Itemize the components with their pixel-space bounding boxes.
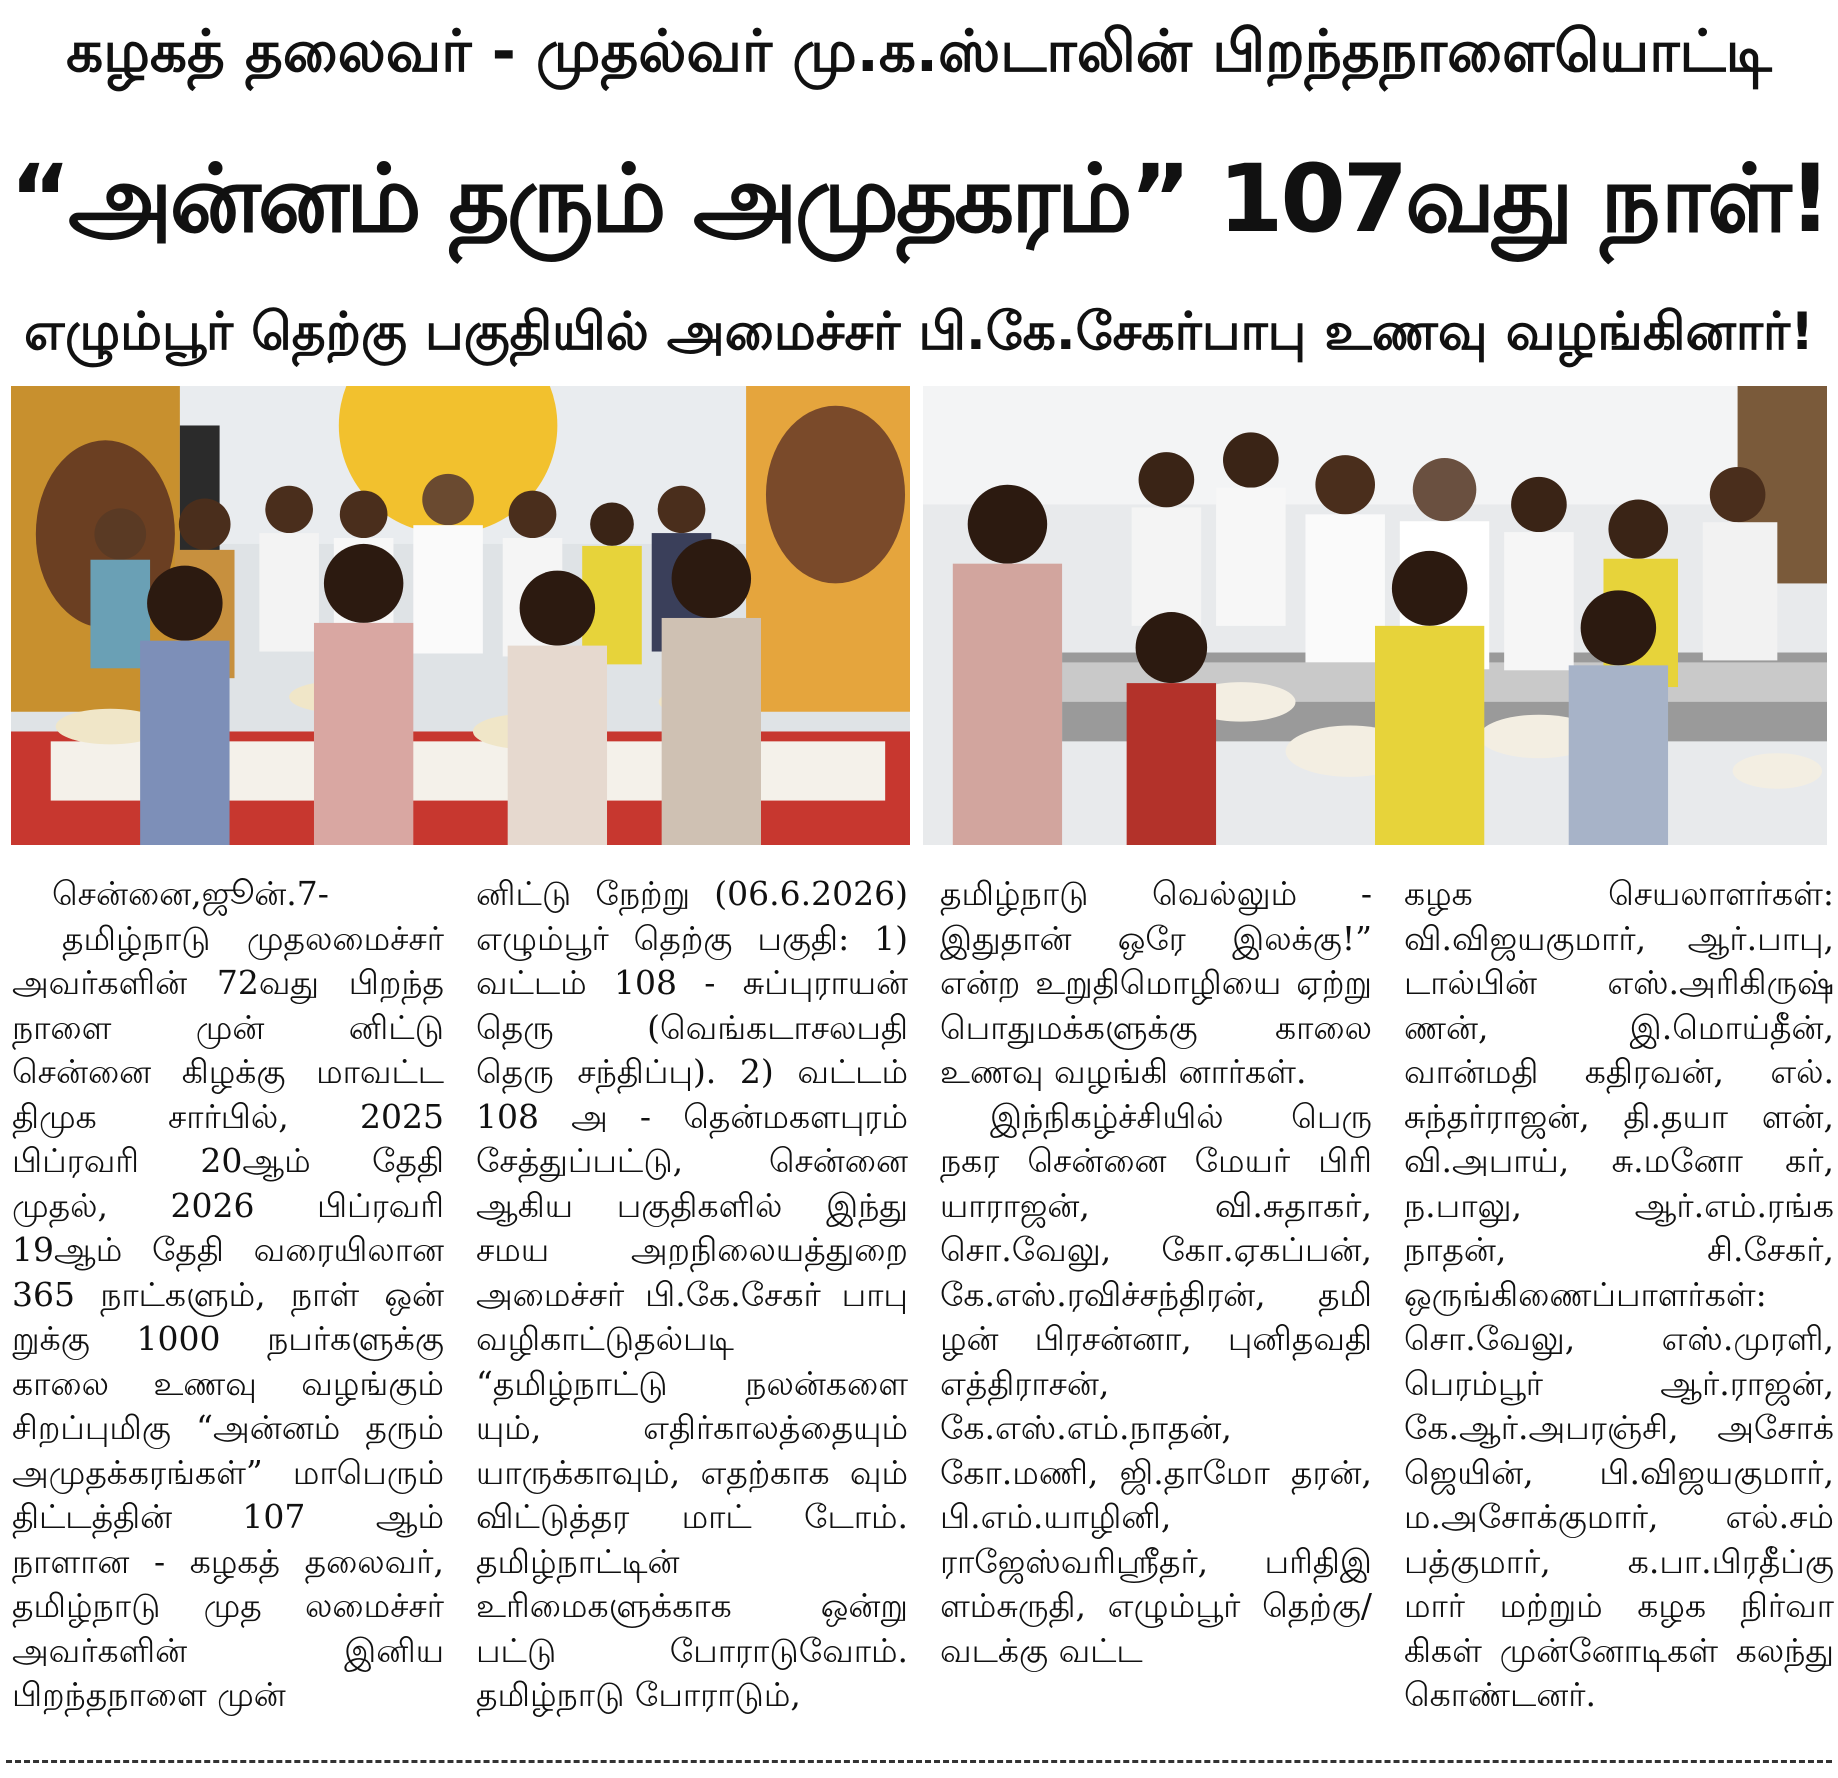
subheadline: எழும்பூர் தெற்கு பகுதியில் அமைச்சர் பி.கே.சேகர்பாபு உணவு வழங்கினார்! bbox=[24, 302, 1814, 362]
article-column-2-text: னிட்டு நேற்று (06.6.2026) எழும்பூர் தெற்கு பகுதி: 1) வட்டம் 108 - சுப்புராயன் தெரு (வெங்கடாசலபதி தெரு சந்திப்பு). 2) வட்டம் 108 அ - தென்மகளபுரம் சேத்துப்பட்டு, சென்னை ஆகிய பகுதிகளில் இந்து சமய அறநிலையத்துறை அமைச்சர் பி.கே.சேகர் பாபு வழிகாட்டுதல்படி “தமிழ்நாட்டு நலன்களை யும், எதிர்காலத்தையும் யாருக்காவும், எதற்காக வும் விட்டுத்தர மாட் டோம். தமிழ்நாட்டின் உரிமைகளுக்காக ஒன்று பட்டு போராடுவோம். தமிழ்நாடு போராடும், bbox=[476, 874, 908, 1714]
article-column-3-text-1: தமிழ்நாடு வெல்லும் - இதுதான் ஒரே இலக்கு!” என்ற உறுதிமொழியை ஏற்று பொதுமக்களுக்கு காலை உணவு வழங்கி னார்கள். bbox=[940, 874, 1372, 1091]
article-column-3 bbox=[940, 872, 1372, 1732]
article-column-1 bbox=[12, 872, 444, 1732]
photo-right-illustration bbox=[923, 386, 1827, 845]
kicker-line: கழகத் தலைவர் - முதல்வர் மு.க.ஸ்டாலின் பிறந்தநாளையொட்டி bbox=[66, 17, 1772, 85]
bottom-dashed-divider bbox=[6, 1760, 1832, 1763]
photo-right-food-distribution bbox=[920, 383, 1830, 848]
headline: “அன்னம் தரும் அமுதகரம்” 107வது நாள்! bbox=[9, 145, 1829, 254]
article-column-4 bbox=[1404, 872, 1834, 1732]
article-dateline: சென்னை,ஜூன்.7- bbox=[52, 874, 329, 913]
photo-left-food-distribution bbox=[8, 383, 913, 848]
article-column-3-text-2: இந்நிகழ்ச்சியில் பெரு நகர சென்னை மேயர் பிரி யாராஜன், வி.சுதாகர், சொ.வேலு, கோ.ஏகப்பன், கே.எஸ்.ரவிச்சந்திரன், தமி ழன் பிரசன்னா, புனிதவதி எத்திராசன், கே.எஸ்.எம்.நாதன், கோ.மணி, ஜி.தாமோ தரன், பி.எம்.யாழினி, ராஜேஸ்வரிஸ்ரீதர், பரிதிஇ ளம்சுருதி, எழும்பூர் தெற்கு/வடக்கு வட்ட bbox=[940, 1096, 1372, 1670]
article-column-2 bbox=[476, 872, 908, 1732]
article-column-4-text: கழக செயலாளர்கள்: வி.விஜயகுமார், ஆர்.பாபு, டால்பின் எஸ்.அரிகிருஷ் ணன், இ.மொய்தீன், வான்மதி கதிரவன், எல். சுந்தர்ராஜன், தி.தயா ளன், வி.அபாய், சு.மனோ கர், ந.பாலு, ஆர்.எம்.ரங்க நாதன், சி.சேகர், ஒருங்கிணைப்பாளர்கள்: சொ.வேலு, எஸ்.முரளி, பெரம்பூர் ஆர்.ராஜன், கே.ஆர்.அபரஞ்சி, அசோக் ஜெயின், பி.விஜயகுமார், ம.அசோக்குமார், எல்.சம் பத்குமார், க.பா.பிரதீப்கு மார் மற்றும் கழக நிர்வா கிகள் முன்னோடிகள் கலந்து கொண்டனர். bbox=[1404, 874, 1834, 1714]
article-column-1-text: தமிழ்நாடு முதலமைச்சர் அவர்களின் 72வது பிறந்த நாளை முன் னிட்டு சென்னை கிழக்கு மாவட்ட திமுக சார்பில், 2025 பிப்ரவரி 20ஆம் தேதி முதல், 2026 பிப்ரவரி 19ஆம் தேதி வரையிலான 365 நாட்களும், நாள் ஒன் றுக்கு 1000 நபர்களுக்கு காலை உணவு வழங்கும் சிறப்புமிகு “அன்னம் தரும் அமுதக்கரங்கள்” மாபெரும் திட்டத்தின் 107 ஆம் நாளான - கழகத் தலைவர், தமிழ்நாடு முத லமைச்சர் அவர்களின் இனிய பிறந்தநாளை முன் bbox=[12, 918, 444, 1714]
photo-left-illustration bbox=[11, 386, 910, 845]
